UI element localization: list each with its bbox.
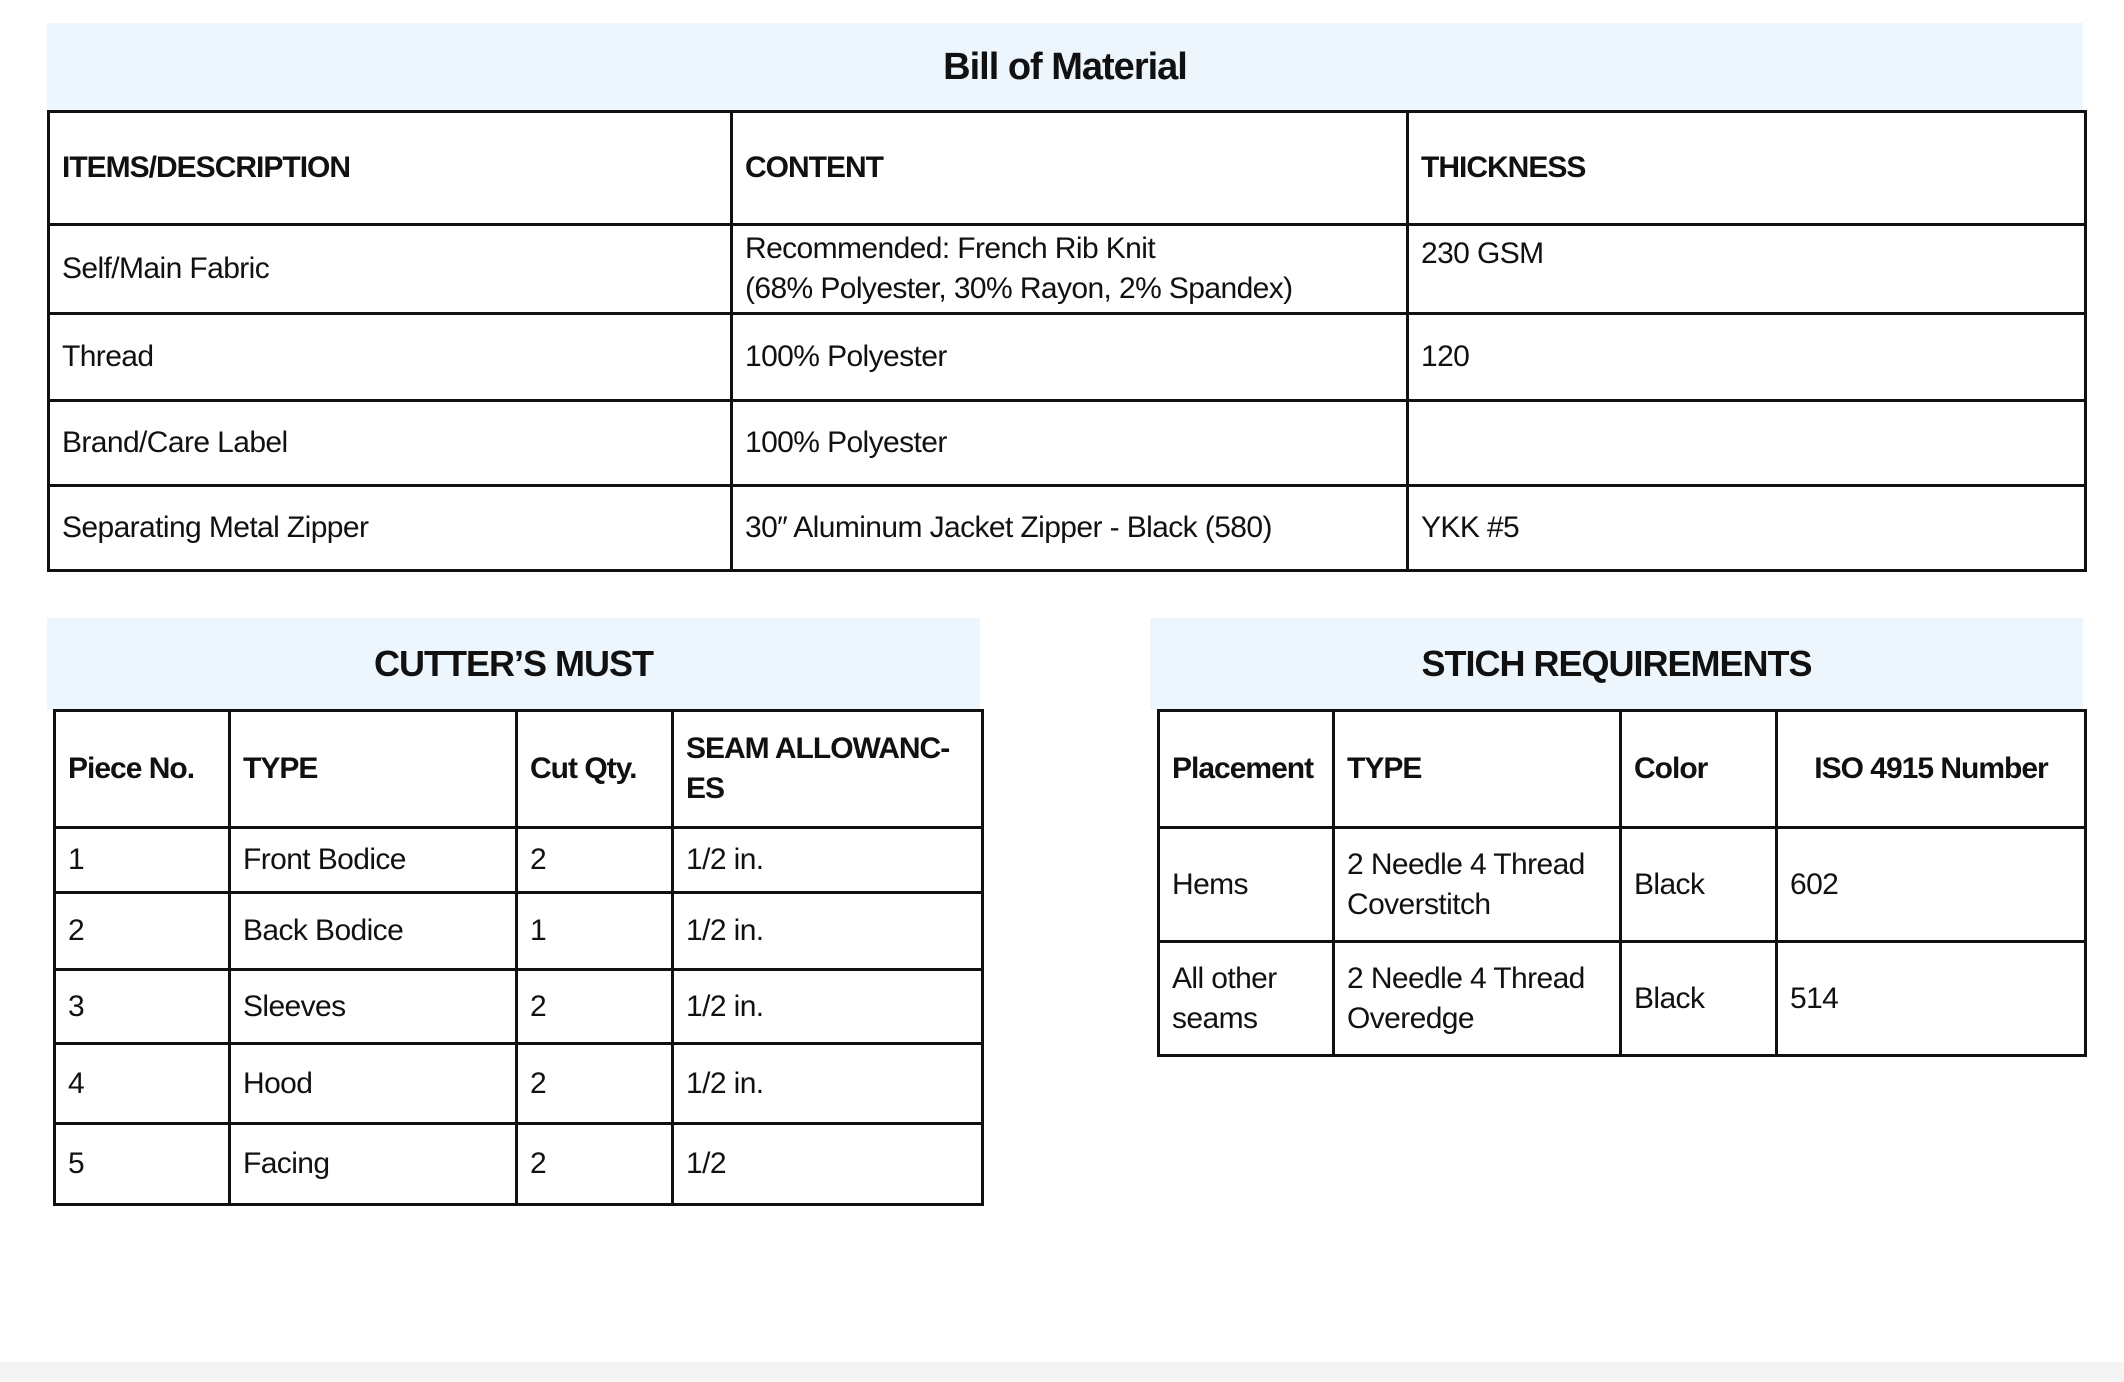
stitch-header-iso: ISO 4915 Number <box>1777 711 2086 828</box>
page-bottom-edge <box>0 1362 2124 1382</box>
stitch-table <box>1157 709 2087 1057</box>
stitch-type-line: Coverstitch <box>1347 887 1491 921</box>
bom-item-cell: Separating Metal Zipper <box>49 486 732 571</box>
cutters-type-cell: Sleeves <box>230 970 517 1044</box>
table-row <box>49 401 2086 486</box>
cutters-no-cell: 3 <box>55 970 230 1044</box>
table-row <box>1159 828 2086 942</box>
bom-content-cell: 100% Polyester <box>732 401 1408 486</box>
cutters-header-qty: Cut Qty. <box>517 711 673 828</box>
cutters-no-cell: 1 <box>55 828 230 893</box>
stitch-header-row <box>1159 711 2086 828</box>
cutters-header-piece: Piece No. <box>55 711 230 828</box>
table-row <box>55 1044 983 1124</box>
table-row <box>49 314 2086 401</box>
cutters-seam-cell: 1/2 in. <box>673 828 983 893</box>
cutters-seam-cell: 1/2 in. <box>673 893 983 970</box>
table-row <box>49 225 2086 314</box>
cutters-qty-cell: 2 <box>517 1124 673 1205</box>
bom-content-cell: 100% Polyester <box>732 314 1408 401</box>
stitch-iso-cell: 514 <box>1777 942 2086 1056</box>
stitch-type-line: 2 Needle 4 Thread <box>1347 961 1585 995</box>
cutters-no-cell: 5 <box>55 1124 230 1205</box>
stitch-color-cell: Black <box>1621 828 1777 942</box>
cutters-table <box>53 709 984 1206</box>
bom-header-row <box>49 112 2086 225</box>
cutters-header-type: TYPE <box>230 711 517 828</box>
bom-item-cell: Brand/Care Label <box>49 401 732 486</box>
bom-header-thickness: THICKNESS <box>1408 112 2086 225</box>
table-row <box>1159 942 2086 1056</box>
table-row <box>55 828 983 893</box>
cutters-no-cell: 2 <box>55 893 230 970</box>
cutters-seam-cell: 1/2 in. <box>673 970 983 1044</box>
bom-thickness-cell: 120 <box>1408 314 2086 401</box>
stitch-title-text: STICH REQUIREMENTS <box>1421 643 1812 684</box>
cutters-qty-cell: 2 <box>517 1044 673 1124</box>
bom-table <box>47 110 2087 572</box>
cutters-header-seam-line: SEAM ALLOWANC- <box>686 732 950 765</box>
cutters-type-cell: Front Bodice <box>230 828 517 893</box>
stitch-type-line: 2 Needle 4 Thread <box>1347 847 1585 881</box>
cutters-title-text: CUTTER’S MUST <box>374 643 653 684</box>
bom-content-cell <box>732 225 1408 314</box>
stitch-type-cell <box>1334 942 1621 1056</box>
bom-item-cell: Self/Main Fabric <box>49 225 732 314</box>
stitch-placement-line: seams <box>1172 1001 1258 1035</box>
cutters-no-cell: 4 <box>55 1044 230 1124</box>
stitch-header-type: TYPE <box>1334 711 1621 828</box>
stitch-title <box>1150 618 2083 710</box>
cutters-header-seam-line: ES <box>686 772 725 805</box>
cutters-qty-cell: 2 <box>517 828 673 893</box>
bom-content-line: Recommended: French Rib Knit <box>745 232 1156 265</box>
cutters-seam-cell: 1/2 in. <box>673 1044 983 1124</box>
cutters-seam-cell: 1/2 <box>673 1124 983 1205</box>
stitch-placement-cell <box>1159 942 1334 1056</box>
cutters-title <box>47 618 980 710</box>
bom-header-content: CONTENT <box>732 112 1408 225</box>
stitch-type-line: Overedge <box>1347 1001 1474 1035</box>
cutters-header-seam <box>673 711 983 828</box>
cutters-header-row <box>55 711 983 828</box>
bom-header-item: ITEMS/DESCRIPTION <box>49 112 732 225</box>
cutters-type-cell: Hood <box>230 1044 517 1124</box>
cutters-qty-cell: 1 <box>517 893 673 970</box>
bom-content-line: (68% Polyester, 30% Rayon, 2% Spandex) <box>745 272 1293 305</box>
bom-title-text: Bill of Material <box>943 45 1187 88</box>
bom-item-cell: Thread <box>49 314 732 401</box>
bom-thickness-cell: YKK #5 <box>1408 486 2086 571</box>
bom-title <box>47 23 2083 111</box>
stitch-iso-cell: 602 <box>1777 828 2086 942</box>
cutters-type-cell: Facing <box>230 1124 517 1205</box>
bom-thickness-cell <box>1408 401 2086 486</box>
stitch-header-color: Color <box>1621 711 1777 828</box>
stitch-color-cell: Black <box>1621 942 1777 1056</box>
stitch-placement-cell <box>1159 828 1334 942</box>
stitch-placement-line: All other <box>1172 961 1277 995</box>
stitch-type-cell <box>1334 828 1621 942</box>
table-row <box>55 1124 983 1205</box>
table-row <box>49 486 2086 571</box>
cutters-qty-cell: 2 <box>517 970 673 1044</box>
table-row <box>55 893 983 970</box>
cutters-type-cell: Back Bodice <box>230 893 517 970</box>
bom-thickness-cell: 230 GSM <box>1408 225 2086 314</box>
bom-content-cell: 30″ Aluminum Jacket Zipper - Black (580) <box>732 486 1408 571</box>
stitch-placement-line: Hems <box>1172 867 1248 901</box>
table-row <box>55 970 983 1044</box>
stitch-header-placement: Placement <box>1159 711 1334 828</box>
